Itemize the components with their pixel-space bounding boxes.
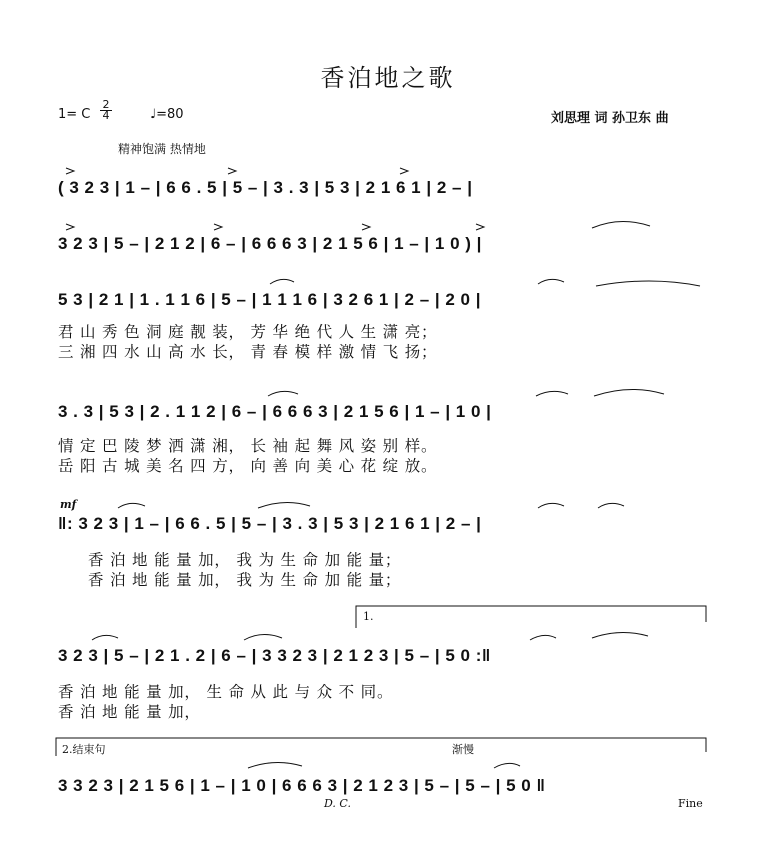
system-3-lyric-verse-2: 三 湘 四 水 山 高 水 长， 青 春 模 样 激 情 飞 扬； <box>58 343 438 361</box>
volta-2-bracket <box>56 738 706 756</box>
slur-arc <box>268 391 298 396</box>
time-signature-top: 2 <box>102 98 110 111</box>
credits: 刘思理 词 孙卫东 曲 <box>551 111 669 126</box>
system-4-lyric-verse-1: 情 定 巴 陵 梦 洒 潇 湘， 长 袖 起 舞 风 姿 别 样。 <box>58 437 438 455</box>
system-6-lyric-verse-1: 香 泊 地 能 量 加， 生 命 从 此 与 众 不 同。 <box>58 683 394 701</box>
dc-marking: D. C. <box>324 797 351 810</box>
volta-2-label: 2.结束句 <box>62 743 106 756</box>
expression-text: 精神饱满 热情地 <box>118 142 206 156</box>
system-1-notes: ( 3 2 3 | 1 – | 6 6 . 5 | 5 – | 3 . 3 | 5 3 | 2 1 6 1 | 2 – | <box>58 178 473 197</box>
dynamic-marking: mf <box>60 498 77 511</box>
slur-arc <box>244 634 282 640</box>
tie-arc <box>594 389 664 396</box>
volta-1-bracket <box>356 606 706 628</box>
system-2-notes: 3 2 3 | 5 – | 2 1 2 | 6 – | 6 6 6 3 | 2 1 5 6 | 1 – | 1 0 ) | <box>58 234 482 253</box>
system-7-notes: 3 3 2 3 | 2 1 5 6 | 1 – | 1 0 | 6 6 6 3 | 2 1 2 3 | 5 – | 5 – | 5 0 ‖ <box>58 776 546 795</box>
system-5-lyric-verse-2: 香 泊 地 能 量 加， 我 为 生 命 加 能 量； <box>88 571 402 589</box>
fine-marking: Fine <box>678 797 703 810</box>
slur-arc <box>538 279 564 284</box>
time-signature-bottom: 4 <box>100 110 112 121</box>
slur-arc <box>494 763 520 768</box>
system-3-notes: 5 3 | 2 1 | 1 . 1 1 6 | 5 – | 1 1 1 6 | 3 2 6 1 | 2 – | 2 0 | <box>58 290 481 309</box>
system-5-notes: ‖: 3 2 3 | 1 – | 6 6 . 5 | 5 – | 3 . 3 | 5 3 | 2 1 6 1 | 2 – | <box>58 514 482 533</box>
tie-arc <box>596 281 700 286</box>
key-signature: 1= C <box>58 107 91 122</box>
tie-arc <box>258 502 310 508</box>
volta-1-label: 1. <box>363 610 374 623</box>
slur-arc <box>530 635 556 640</box>
slur-arc <box>598 503 624 508</box>
system-4-notes: 3 . 3 | 5 3 | 2 . 1 1 2 | 6 – | 6 6 6 3 | 2 1 5 6 | 1 – | 1 0 | <box>58 402 492 421</box>
tempo-marking: ♩=80 <box>150 107 184 122</box>
song-title: 香泊地之歌 <box>320 64 456 92</box>
slur-arc <box>538 503 564 508</box>
system-5-lyric-verse-1: 香 泊 地 能 量 加， 我 为 生 命 加 能 量； <box>88 551 402 569</box>
tie-arc <box>592 221 650 228</box>
tie-arc <box>592 632 648 638</box>
system-6-notes: 3 2 3 | 5 – | 2 1 . 2 | 6 – | 3 3 2 3 | 2 1 2 3 | 5 – | 5 0 :‖ <box>58 646 491 665</box>
system-6-lyric-verse-2: 香 泊 地 能 量 加， <box>58 703 201 721</box>
system-4-lyric-verse-2: 岳 阳 古 城 美 名 四 方， 向 善 向 美 心 花 绽 放。 <box>58 457 438 475</box>
slur-arc <box>270 279 294 284</box>
ritardando-marking: 渐慢 <box>452 743 474 756</box>
tie-arc <box>248 762 302 768</box>
system-3-lyric-verse-1: 君 山 秀 色 洞 庭 靓 装， 芳 华 绝 代 人 生 潇 亮； <box>58 323 438 341</box>
accent-marks <box>66 168 484 230</box>
slur-arc <box>118 503 145 508</box>
slur-arc <box>536 391 568 396</box>
slur-arc <box>92 635 118 640</box>
